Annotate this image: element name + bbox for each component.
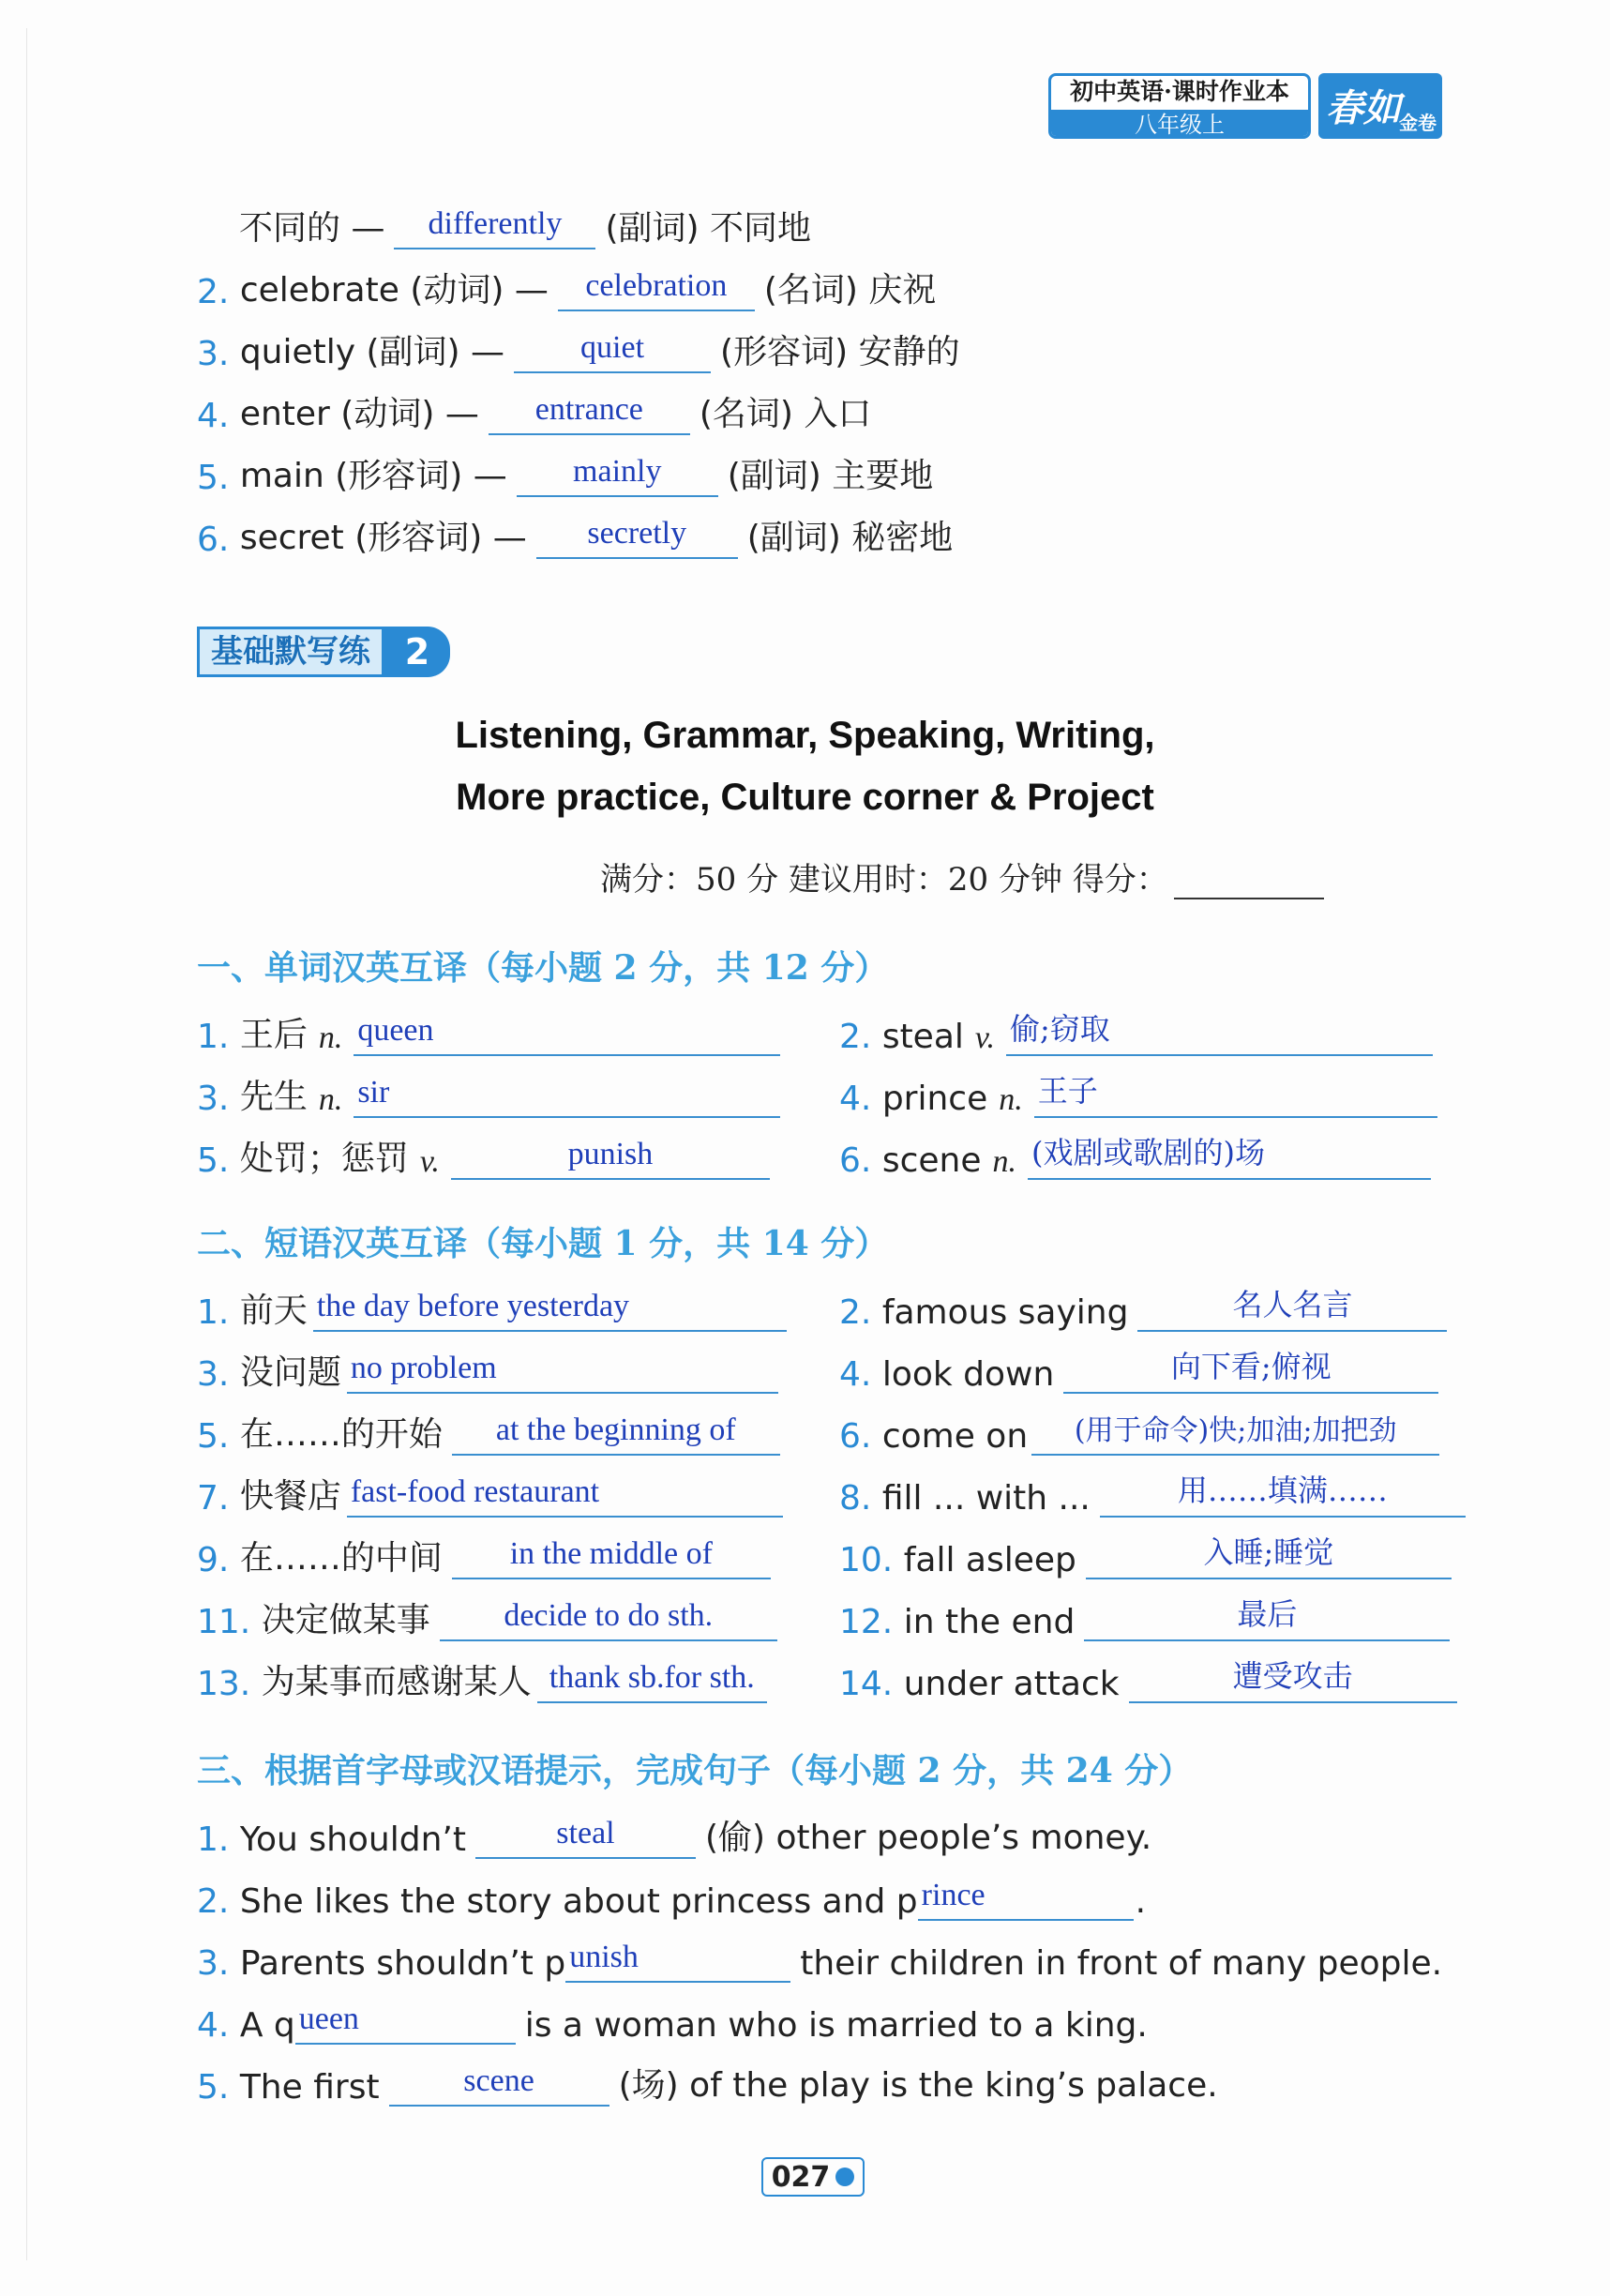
section-1-heading: 一、单词汉英互译（每小题 2 分，共 12 分） xyxy=(197,948,889,988)
answer-blank[interactable] xyxy=(1084,1594,1450,1641)
item-number: 5. xyxy=(197,459,230,497)
answer-text: 向下看;俯视 xyxy=(1170,1349,1332,1384)
answer-text: the day before yesterday xyxy=(316,1289,630,1323)
answer-text: steal xyxy=(556,1816,615,1850)
answer-text: 王子 xyxy=(1037,1073,1098,1109)
answer-blank[interactable] xyxy=(475,1812,696,1859)
vocab-word: prince xyxy=(881,1080,988,1118)
item-number: 2. xyxy=(197,1882,230,1921)
answer-blank[interactable] xyxy=(1063,1347,1438,1394)
part-of-speech: v. xyxy=(419,1144,440,1179)
phrase-item xyxy=(197,1337,788,1394)
answer-text: celebration xyxy=(585,268,728,303)
item-number: 4. xyxy=(197,397,230,435)
answer-text: 入睡;睡觉 xyxy=(1203,1534,1334,1570)
vocab-item xyxy=(197,1124,779,1180)
badge-number: 2 xyxy=(384,627,450,677)
phrase-text: fall asleep xyxy=(903,1541,1076,1579)
phrase-text: 在……的开始 xyxy=(239,1415,443,1454)
answer-blank[interactable] xyxy=(313,1285,787,1332)
answer-text: fast-food restaurant xyxy=(350,1474,600,1509)
phrase-text: 为某事而感谢某人 xyxy=(261,1663,532,1701)
word-form-post: (名词) 入口 xyxy=(699,395,872,433)
brand-name: 春如 xyxy=(1326,86,1401,130)
answer-text: queen xyxy=(357,1013,434,1048)
sentence-pre: She likes the story about princess and p xyxy=(239,1882,918,1921)
answer-blank[interactable] xyxy=(1086,1533,1452,1579)
word-form-pre: quietly (副词) — xyxy=(239,333,505,371)
phrase-item xyxy=(197,1461,792,1518)
item-number: 6. xyxy=(839,1141,872,1180)
word-form-pre: main (形容词) — xyxy=(239,457,507,495)
answer-text: in the middle of xyxy=(509,1536,713,1571)
sentence-pre: Parents shouldn’t p xyxy=(239,1944,566,1983)
part-of-speech: v. xyxy=(974,1020,995,1055)
answer-text: 遭受攻击 xyxy=(1232,1658,1353,1694)
answer-blank[interactable] xyxy=(565,1936,790,1983)
vocab-word: scene xyxy=(881,1141,982,1180)
page-dot-icon xyxy=(835,2168,854,2186)
answer-text: sir xyxy=(357,1075,390,1110)
sentence-item xyxy=(197,1865,1146,1921)
item-number: 1. xyxy=(197,1820,230,1859)
phrase-item xyxy=(197,1523,780,1579)
vocab-word: 先生 xyxy=(239,1078,308,1116)
sentence-item xyxy=(197,1926,1442,1983)
answer-blank[interactable] xyxy=(389,2060,609,2107)
item-number: 3. xyxy=(197,1355,230,1394)
page-header xyxy=(1048,73,1442,139)
part-of-speech: n. xyxy=(992,1144,1016,1179)
sentence-post: is a woman who is married to a king. xyxy=(524,2006,1148,2045)
answer-text: no problem xyxy=(350,1351,497,1385)
item-number: 1. xyxy=(197,1293,230,1332)
answer-blank[interactable] xyxy=(347,1347,778,1394)
part-of-speech: n. xyxy=(318,1082,343,1117)
word-form-pre: enter (动词) — xyxy=(239,395,479,433)
score-text: 满分：50 分 建议用时：20 分钟 得分： xyxy=(600,861,1168,899)
word-form-post: (副词) 主要地 xyxy=(727,457,934,495)
word-form-row xyxy=(197,255,936,311)
answer-text: 名人名言 xyxy=(1232,1287,1353,1322)
phrase-text: look down xyxy=(881,1355,1055,1394)
item-number: 3. xyxy=(197,335,230,373)
item-number: 7. xyxy=(197,1479,230,1518)
sentence-item xyxy=(197,1988,1148,2045)
phrase-item xyxy=(839,1337,1448,1394)
answer-blank[interactable] xyxy=(1034,1071,1437,1118)
phrase-item xyxy=(197,1399,790,1456)
item-number: 9. xyxy=(197,1541,230,1579)
vocab-word: steal xyxy=(881,1018,964,1056)
answer-text: punish xyxy=(567,1137,654,1171)
answer-blank[interactable] xyxy=(558,264,755,311)
answer-blank[interactable] xyxy=(918,1874,1134,1921)
sentence-post: their children in front of many people. xyxy=(800,1944,1443,1983)
answer-text: at the beginning of xyxy=(495,1412,736,1447)
phrase-item xyxy=(839,1276,1456,1332)
phrase-text: come on xyxy=(881,1417,1029,1456)
series-title: 初中英语·课时作业本 xyxy=(1070,78,1289,105)
phrase-item xyxy=(839,1647,1467,1703)
item-number: 6. xyxy=(839,1417,872,1456)
page-number xyxy=(761,2157,865,2197)
item-number: 5. xyxy=(197,2068,230,2107)
word-form-pre: 不同的 — xyxy=(239,209,385,248)
answer-blank[interactable] xyxy=(1006,1009,1433,1056)
answer-text: rince xyxy=(921,1878,986,1912)
vocab-item xyxy=(839,1000,1442,1056)
lesson-title-line-2: More practice, Culture corner & Project xyxy=(456,777,1154,818)
item-number: 14. xyxy=(839,1665,894,1703)
word-form-row xyxy=(197,503,953,559)
answer-text: quiet xyxy=(580,330,645,365)
sentence-post: (场) of the play is the king’s palace. xyxy=(618,2066,1218,2105)
answer-text: ueen xyxy=(298,2001,359,2036)
part-of-speech: n. xyxy=(999,1082,1023,1117)
phrase-item xyxy=(197,1276,796,1332)
word-form-row xyxy=(197,379,871,435)
answer-text: 用……填满…… xyxy=(1177,1473,1388,1508)
phrase-text: under attack xyxy=(903,1665,1120,1703)
answer-blank[interactable] xyxy=(1031,1409,1439,1456)
item-number: 12. xyxy=(839,1603,894,1641)
answer-text: (戏剧或歌剧的)场 xyxy=(1031,1135,1265,1171)
answer-blank[interactable] xyxy=(440,1594,777,1641)
sentence-post: (偷) other people’s money. xyxy=(704,1819,1152,1857)
answer-blank[interactable] xyxy=(452,1409,780,1456)
answer-text: entrance xyxy=(534,392,643,427)
sentence-pre: A q xyxy=(239,2006,295,2045)
answer-text: differently xyxy=(428,206,563,241)
vocab-word: 处罚；惩罚 xyxy=(239,1140,409,1178)
part-of-speech: n. xyxy=(318,1020,343,1055)
lesson-title-line-1: Listening, Grammar, Speaking, Writing, xyxy=(455,715,1155,756)
section-badge xyxy=(197,627,450,677)
answer-blank[interactable] xyxy=(517,450,718,497)
word-form-row xyxy=(197,441,933,497)
answer-text: 偷;窃取 xyxy=(1009,1011,1110,1047)
word-form-row xyxy=(239,193,811,249)
score-line xyxy=(600,853,1324,899)
word-form-row xyxy=(197,317,960,373)
vocab-item xyxy=(839,1124,1440,1180)
item-number: 10. xyxy=(839,1541,894,1579)
sentence-pre: You shouldn’t xyxy=(239,1820,466,1859)
brand-sub: 金卷 xyxy=(1399,112,1437,134)
answer-blank[interactable] xyxy=(1028,1133,1431,1180)
item-number: 5. xyxy=(197,1141,230,1180)
answer-text: 最后 xyxy=(1237,1596,1298,1632)
phrase-item xyxy=(197,1647,776,1703)
item-number: 3. xyxy=(197,1080,230,1118)
sentence-item xyxy=(197,1803,1151,1859)
item-number: 2. xyxy=(197,273,230,311)
section-3-heading: 三、根据首字母或汉语提示，完成句子（每小题 2 分，共 24 分） xyxy=(197,1751,1193,1790)
answer-blank[interactable] xyxy=(537,1656,767,1703)
grade-label: 八年级上 xyxy=(1051,110,1308,139)
score-blank[interactable] xyxy=(1174,862,1324,899)
series-box xyxy=(1048,73,1311,139)
answer-blank[interactable] xyxy=(489,388,690,435)
answer-blank[interactable] xyxy=(536,512,738,559)
phrase-item xyxy=(839,1461,1475,1518)
phrase-text: famous saying xyxy=(881,1293,1129,1332)
phrase-text: fill ... with ... xyxy=(881,1479,1091,1518)
answer-blank[interactable] xyxy=(1100,1471,1466,1518)
answer-blank[interactable] xyxy=(514,326,711,373)
phrase-item xyxy=(197,1585,787,1641)
phrase-item xyxy=(839,1399,1449,1456)
page-number-text: 027 xyxy=(771,2160,831,2194)
answer-blank[interactable] xyxy=(295,1998,516,2045)
item-number: 8. xyxy=(839,1479,872,1518)
word-form-post: (副词) 秘密地 xyxy=(746,519,954,557)
answer-text: scene xyxy=(463,2063,534,2098)
item-number: 5. xyxy=(197,1417,230,1456)
word-form-post: (形容词) 安静的 xyxy=(720,333,960,371)
answer-blank[interactable] xyxy=(354,1009,780,1056)
phrase-item xyxy=(839,1523,1461,1579)
phrase-text: 快餐店 xyxy=(239,1477,341,1516)
word-form-post: (副词) 不同地 xyxy=(605,209,811,248)
item-number: 2. xyxy=(839,1018,872,1056)
item-number: 1. xyxy=(197,1018,230,1056)
item-number: 2. xyxy=(839,1293,872,1332)
vocab-word: 王后 xyxy=(239,1016,308,1054)
vocab-item xyxy=(197,1000,790,1056)
answer-blank[interactable] xyxy=(347,1471,783,1518)
item-number: 4. xyxy=(839,1355,872,1394)
answer-blank[interactable] xyxy=(451,1133,770,1180)
sentence-item xyxy=(197,2050,1218,2107)
badge-label: 基础默写练 xyxy=(197,627,384,677)
section-2-heading: 二、短语汉英互译（每小题 1 分，共 14 分） xyxy=(197,1224,889,1263)
vocab-item xyxy=(197,1062,790,1118)
answer-text: thank sb.for sth. xyxy=(549,1660,755,1695)
brand-logo xyxy=(1318,73,1442,139)
phrase-text: 在……的中间 xyxy=(239,1539,443,1578)
answer-text: secretly xyxy=(587,516,687,551)
answer-blank[interactable] xyxy=(394,203,595,249)
item-number: 4. xyxy=(197,2006,230,2045)
item-number: 13. xyxy=(197,1665,251,1703)
word-form-pre: secret (形容词) — xyxy=(239,519,527,557)
phrase-text: 决定做某事 xyxy=(261,1601,430,1639)
answer-blank[interactable] xyxy=(1137,1285,1447,1332)
phrase-item xyxy=(839,1585,1459,1641)
sentence-pre: The first xyxy=(239,2068,380,2107)
sentence-post: . xyxy=(1135,1882,1147,1921)
item-number: 11. xyxy=(197,1603,251,1641)
answer-text: unish xyxy=(569,1940,639,1974)
answer-text: decide to do sth. xyxy=(504,1598,714,1633)
word-form-pre: celebrate (动词) — xyxy=(239,271,549,310)
answer-blank[interactable] xyxy=(354,1071,780,1118)
item-number: 6. xyxy=(197,521,230,559)
phrase-text: 没问题 xyxy=(239,1353,341,1392)
word-form-post: (名词) 庆祝 xyxy=(763,271,937,310)
answer-blank[interactable] xyxy=(1129,1656,1457,1703)
vocab-item xyxy=(839,1062,1447,1118)
item-number: 4. xyxy=(839,1080,872,1118)
answer-text: (用于命令)快;加油;加把劲 xyxy=(1074,1414,1397,1447)
phrase-text: in the end xyxy=(903,1603,1076,1641)
phrase-text: 前天 xyxy=(239,1292,308,1330)
item-number: 3. xyxy=(197,1944,230,1983)
answer-text: mainly xyxy=(573,454,662,489)
answer-blank[interactable] xyxy=(452,1533,771,1579)
